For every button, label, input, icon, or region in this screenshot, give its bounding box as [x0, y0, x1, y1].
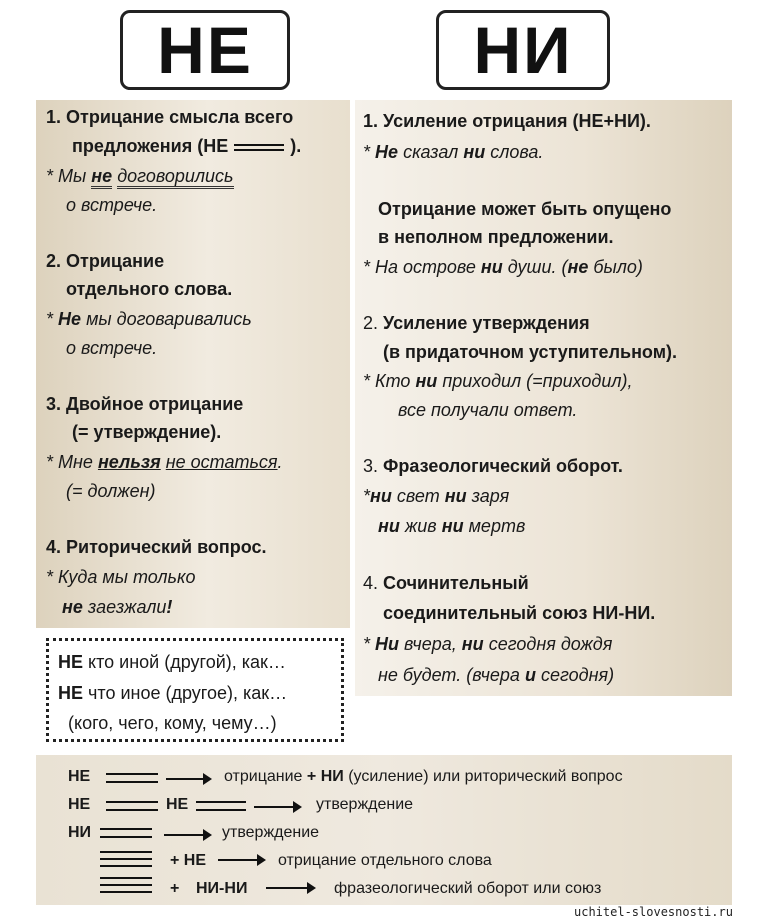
- ni-omit-title: Отрицание может быть опущено: [378, 199, 672, 219]
- summary-row2-text: утверждение: [316, 796, 414, 813]
- ne-rule-2-title: 2. Отрицание: [46, 251, 165, 271]
- summary-row2-ne2: НЕ: [166, 796, 189, 813]
- ne-rule-2-example: * Не мы договаривались: [46, 309, 252, 329]
- ne-rule-1-title: 1. Отрицание смысла всего: [46, 107, 294, 127]
- ne-rule-1-title-line2: предложения (НЕ ).: [72, 136, 302, 156]
- underline-mark: [196, 809, 246, 811]
- underline-mark: [100, 836, 152, 838]
- ni-rule-2-title-line2: (в придаточном уступительном).: [383, 342, 678, 362]
- ne-rule-1-example-line2: о встрече.: [66, 195, 158, 215]
- ni-omit-title-line2: в неполном предложении.: [378, 227, 614, 247]
- header-ne-text: НЕ: [157, 13, 253, 87]
- underline-mark: [106, 801, 158, 803]
- ni-rule-4-example: * Ни вчера, ни сегодня дождя: [363, 634, 613, 654]
- dotted-note-line3: (кого, чего, кому, чему…): [68, 713, 277, 733]
- summary-row5-plus: +: [170, 880, 180, 897]
- summary-row1-ne: НЕ: [68, 768, 91, 785]
- underline-mark: [100, 884, 152, 886]
- ni-rule-1-example: * Не сказал ни слова.: [363, 142, 544, 162]
- ne-rule-3-example: * Мне нельзя не остаться.: [46, 452, 283, 472]
- arrow-right-icon: [218, 859, 264, 861]
- summary-row1-text: отрицание + НИ (усиление) или риторический вопрос: [224, 768, 623, 785]
- summary-row4-text: отрицание отдельного слова: [278, 852, 492, 869]
- underline-mark: [100, 865, 152, 867]
- ne-rule-4-example: * Куда мы только: [46, 567, 196, 587]
- underline-mark: [106, 809, 158, 811]
- ne-rule-2-example-line2: о встрече.: [66, 338, 158, 358]
- summary-row3-ni: НИ: [68, 824, 92, 841]
- summary-row4-ne: + НЕ: [170, 852, 207, 869]
- ne-rule-3-title-line2: (= утверждение).: [72, 422, 222, 442]
- summary-row2-ne: НЕ: [68, 796, 91, 813]
- underline-mark: [106, 781, 158, 783]
- ne-rule-4-example-line2: не заезжали!: [62, 597, 173, 617]
- arrow-right-icon: [164, 834, 210, 836]
- ni-rule-4-title: 4. Сочинительный: [363, 573, 529, 593]
- underline-mark: [100, 851, 152, 853]
- arrow-right-icon: [166, 778, 210, 780]
- dotted-note-line1: НЕ кто иной (другой), как…: [58, 652, 286, 672]
- underline-mark: [100, 891, 152, 893]
- ne-rule-4-title: 4. Риторический вопрос.: [46, 537, 267, 557]
- underline-mark: [100, 828, 152, 830]
- ni-rule-3-title: 3. Фразеологический оборот.: [363, 456, 623, 476]
- ni-rule-4-title-line2: соединительный союз НИ-НИ.: [383, 603, 656, 623]
- underline-mark: [100, 858, 152, 860]
- underline-mark: [100, 877, 152, 879]
- ne-rule-3-title: 3. Двойное отрицание: [46, 394, 244, 414]
- ni-rule-3-example2: ни жив ни мертв: [378, 516, 526, 536]
- ni-rule-1-title: 1. Усиление отрицания (НЕ+НИ).: [363, 111, 651, 131]
- dotted-note-line2: НЕ что иное (другое), как…: [58, 683, 288, 703]
- ne-rule-1-example: * Мы не договорились: [46, 165, 234, 187]
- underline-mark: [106, 773, 158, 775]
- arrow-right-icon: [266, 887, 314, 889]
- ne-rule-3-example-line2: (= должен): [66, 481, 156, 501]
- ni-rule-3-example1: *ни свет ни заря: [363, 486, 510, 506]
- double-line-icon: [234, 144, 284, 151]
- header-ne: [120, 10, 290, 90]
- ni-rule-2-example-line2: все получали ответ.: [398, 400, 578, 420]
- arrow-right-icon: [254, 806, 300, 808]
- summary-row5-nini: НИ-НИ: [196, 880, 248, 897]
- ne-rule-2-title-line2: отдельного слова.: [66, 279, 233, 299]
- ni-omit-example: * На острове ни души. (не было): [363, 257, 643, 277]
- summary-row3-text: утверждение: [222, 824, 320, 841]
- ni-rule-2-title: 2. Усиление утверждения: [363, 313, 590, 333]
- ni-rule-4-example-line2: не будет. (вчера и сегодня): [378, 665, 615, 685]
- underline-mark: [196, 801, 246, 803]
- ni-rule-2-example: * Кто ни приходил (=приходил),: [363, 371, 633, 391]
- header-ni-text: НИ: [473, 13, 573, 87]
- source-credit: uchitel-slovesnosti.ru: [574, 905, 733, 919]
- header-ni: [436, 10, 610, 90]
- summary-row5-text: фразеологический оборот или союз: [334, 880, 602, 897]
